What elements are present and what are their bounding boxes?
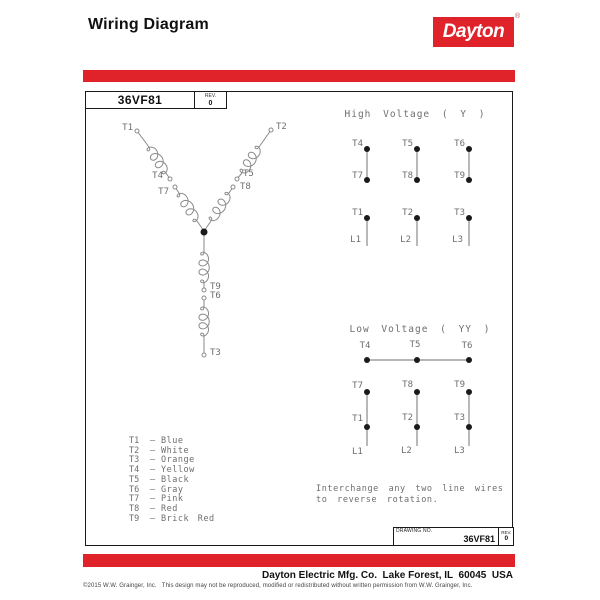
terminal-label-t6: T6: [210, 291, 221, 301]
high-voltage-connections-graphic: [364, 146, 472, 246]
dayton-logo-text: Dayton: [442, 21, 505, 42]
page-title: Wiring Diagram: [88, 16, 209, 33]
legend-row: T9 – Brick Red: [129, 513, 215, 524]
legend-row: T3 – Orange: [129, 455, 195, 466]
low-voltage-title: Low Voltage ( YY ): [349, 324, 491, 335]
revision-label: REV.: [204, 92, 217, 99]
hv-label-t4: T4: [352, 139, 363, 149]
lv-label-t1: T1: [352, 414, 363, 424]
legend-row: T2 – White: [129, 445, 190, 456]
footer-red-bar: [83, 554, 515, 567]
legend-row: T5 – Black: [129, 474, 190, 485]
hv-label-t5: T5: [402, 139, 413, 149]
footer-copyright: ©2015 W.W. Grainger, Inc. This design may not be reproduced, modified or redistributed without written permission from W.W. Grainger, Inc.: [83, 583, 473, 589]
terminal-label-t1: T1: [122, 123, 133, 133]
title-block-rev-cell: [498, 527, 514, 546]
lv-label-l1: L1: [352, 447, 363, 457]
legend-row: T7 – Pink: [129, 494, 184, 505]
model-number-cell: 36VF81: [85, 91, 195, 109]
title-block-rev-label: REV.: [501, 529, 512, 535]
star-point-node: [201, 229, 208, 236]
high-voltage-title: High Voltage ( Y ): [344, 109, 486, 120]
terminal-label-t3: T3: [210, 348, 221, 358]
hv-label-t9: T9: [454, 171, 465, 181]
hv-label-t1: T1: [352, 208, 363, 218]
hv-label-t2: T2: [402, 208, 413, 218]
dash: –: [149, 513, 156, 524]
dash: –: [149, 474, 156, 485]
legend-row: T1 – Blue: [129, 436, 184, 446]
dash: –: [149, 484, 156, 495]
lv-label-t4: T4: [359, 341, 371, 351]
low-voltage-connections-graphic: [364, 357, 472, 446]
drawing-no-label: DRAWING NO.: [396, 528, 433, 534]
lv-label-l3: L3: [454, 446, 465, 456]
dash: –: [149, 436, 156, 446]
lv-label-l2: L2: [401, 446, 412, 456]
terminal-label-t2: T2: [276, 122, 287, 132]
lv-label-t3: T3: [454, 413, 465, 423]
hv-label-t6: T6: [454, 139, 465, 149]
hv-label-t8: T8: [402, 171, 413, 181]
terminal-label-t9: T9: [210, 282, 221, 292]
lv-label-t2: T2: [402, 413, 413, 423]
registered-trademark-symbol: ®: [515, 13, 521, 20]
hv-label-l3: L3: [452, 235, 463, 245]
hv-label-t3: T3: [454, 208, 465, 218]
dash: –: [149, 455, 156, 466]
lv-label-t6: T6: [461, 341, 473, 351]
legend-row: T8 – Red: [129, 503, 178, 514]
terminal-label-t4: T4: [152, 171, 163, 181]
lv-label-t8: T8: [402, 380, 413, 390]
lead-color-legend: [129, 437, 215, 524]
hv-label-t7: T7: [352, 171, 363, 181]
lv-label-t5: T5: [409, 340, 421, 350]
title-block-rev-value: 0: [504, 535, 509, 542]
lv-label-t7: T7: [352, 381, 363, 391]
terminal-label-t5: T5: [243, 169, 254, 179]
lv-label-t9: T9: [454, 380, 465, 390]
dash: –: [149, 445, 156, 456]
hv-label-l1: L1: [350, 235, 361, 245]
terminal-label-t8: T8: [240, 182, 251, 192]
terminal-label-t7: T7: [158, 187, 169, 197]
rotation-note-line1: Interchange any two line wires: [316, 484, 504, 494]
legend-row: T6 – Gray: [129, 484, 184, 495]
dash: –: [149, 503, 156, 514]
legend-row: T4 – Yellow: [129, 465, 195, 476]
dash: –: [149, 494, 156, 505]
drawing-no-value: 36VF81: [463, 534, 495, 544]
dash: –: [149, 465, 156, 476]
revision-value: 0: [208, 99, 213, 107]
rotation-note-line2: to reverse rotation.: [316, 495, 439, 505]
hv-label-l2: L2: [400, 235, 411, 245]
footer-company-address: Dayton Electric Mfg. Co. Lake Forest, IL 60045 USA: [261, 570, 513, 581]
star-winding-graphic: [135, 128, 273, 357]
